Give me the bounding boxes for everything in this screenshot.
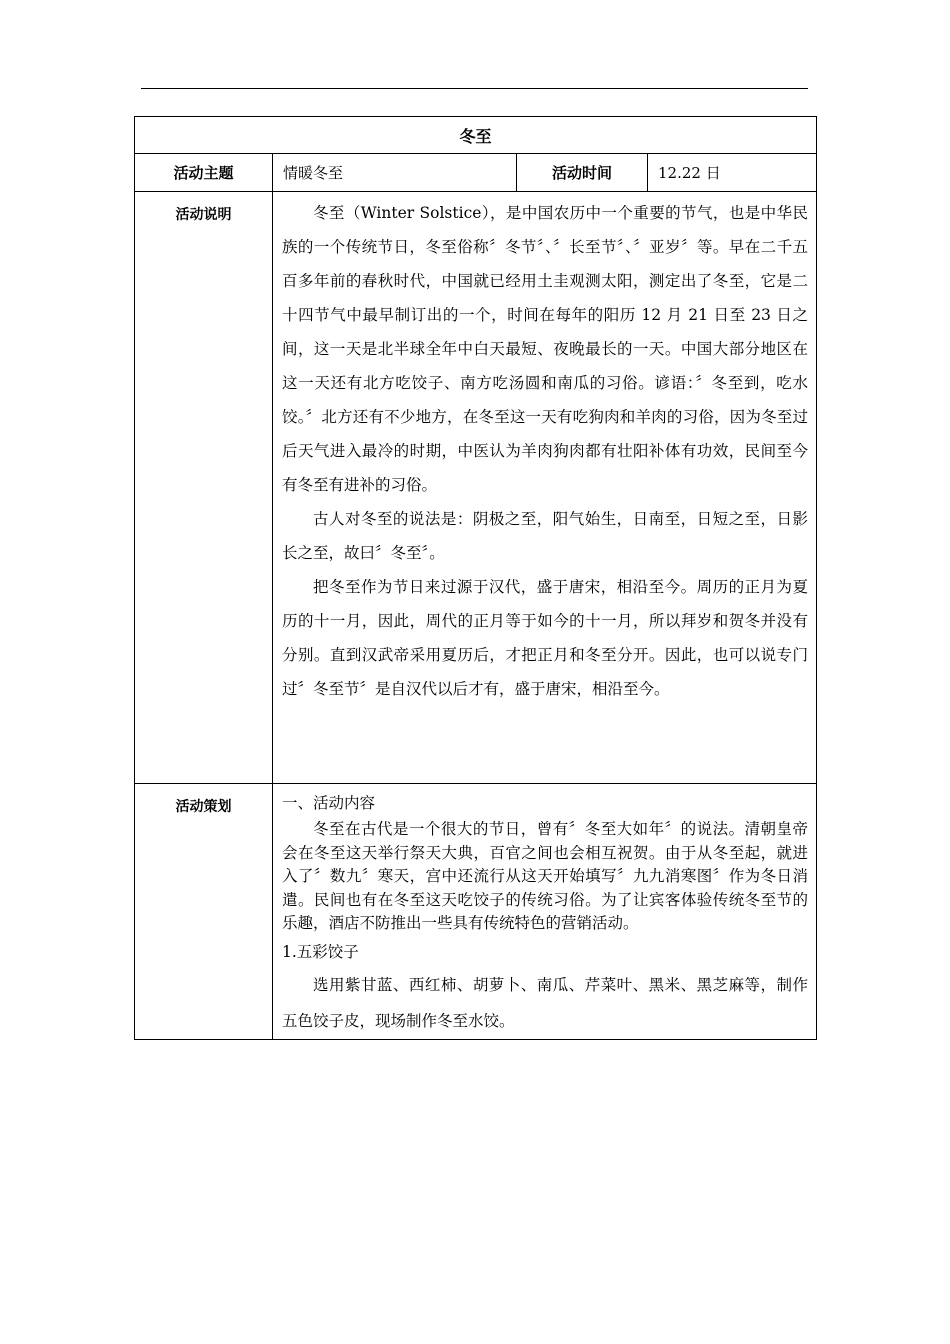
plan-sub-heading: 1.五彩饺子 — [282, 942, 359, 961]
description-label: 活动说明 — [135, 192, 273, 784]
plan-heading: 一、活动内容 — [282, 794, 376, 812]
description-paragraph: 古人对冬至的说法是：阴极之至，阳气始生，日南至，日短之至，日影长之至，故曰〞冬至〞。 — [282, 510, 809, 562]
header-rule — [141, 88, 808, 89]
description-paragraph: 把冬至作为节日来过源于汉代，盛于唐宋，相沿至今。周历的正月为夏历的十一月，因此，周代的正月等于如今的十一月，所以拜岁和贺冬并没有分别。直到汉武帝采用夏历后，才把正月和冬至分开。因此，也可以说专门过〞冬至节〞是自汉代以后才有，盛于唐宋，相沿至今。 — [282, 578, 809, 698]
theme-label: 活动主题 — [135, 154, 273, 192]
time-value: 12.22 日 — [648, 154, 817, 192]
theme-value: 情暖冬至 — [273, 154, 517, 192]
plan-sub-paragraph: 选用紫甘蓝、西红柿、胡萝卜、南瓜、芹菜叶、黑米、黑芝麻等，制作五色饺子皮，现场制作冬至水饺。 — [282, 975, 809, 1030]
plan-label: 活动策划 — [135, 784, 273, 1040]
plan-paragraph: 冬至在古代是一个很大的节日，曾有〞冬至大如年〞的说法。清朝皇帝会在冬至这天举行祭天大典，百官之间也会相互祝贺。由于从冬至起，就进入了〞数九〞寒天，宫中还流行从这天开始填写〞九九消寒图〞作为冬日消遣。民间也有在冬至这天吃饺子的传统习俗。为了让宾客体验传统冬至节的乐趣，酒店不防推出一些具有传统特色的营销活动。 — [282, 820, 809, 932]
activity-table — [134, 116, 817, 1040]
description-paragraph: 冬至（Winter Solstice），是中国农历中一个重要的节气，也是中华民族的一个传统节日，冬至俗称〞冬节〞、〞长至节〞、〞亚岁〞等。早在二千五百多年前的春秋时代，中国就已经用土圭观测太阳，测定出了冬至，它是二十四节气中最早制订出的一个，时间在每年的阳历 12 月 21 日至 23 日之间，这一天是北半球全年中白天最短、夜晚最长的一天。中国大部分地区在这一天还有北方吃饺子、南方吃汤圆和南瓜的习俗。谚语：〞冬至到，吃水饺。〞北方还有不少地方，在冬至这一天有吃狗肉和羊肉的习俗，因为冬至过后天气进入最冷的时期，中医认为羊肉狗肉都有壮阳补体有功效，民间至今有冬至有进补的习俗。 — [282, 204, 809, 494]
time-label: 活动时间 — [517, 154, 648, 192]
description-content — [273, 192, 817, 784]
plan-content — [273, 784, 817, 1040]
table-title: 冬至 — [135, 117, 817, 154]
